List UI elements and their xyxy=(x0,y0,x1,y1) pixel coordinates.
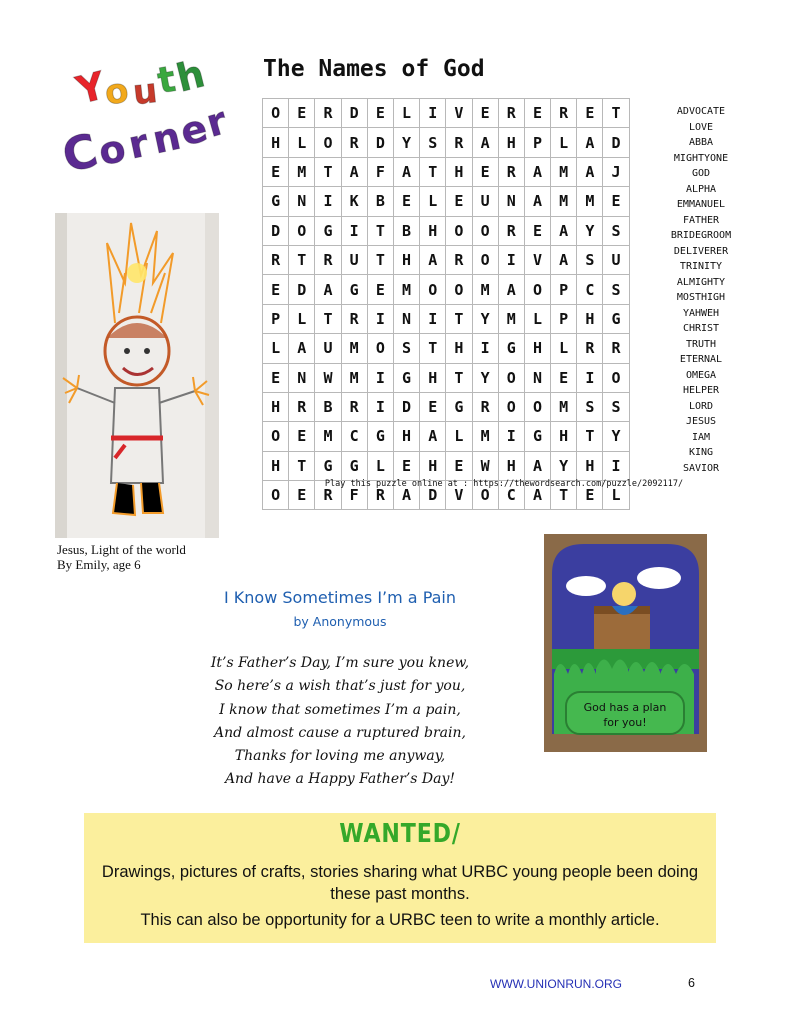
child-drawing-photo xyxy=(55,213,219,538)
grid-cell: S xyxy=(577,245,603,274)
grid-cell: Y xyxy=(393,128,419,157)
grid-cell: O xyxy=(472,245,498,274)
grid-cell: M xyxy=(289,157,315,186)
grid-cell: A xyxy=(524,187,550,216)
drawing-caption-line2: By Emily, age 6 xyxy=(57,557,141,572)
grid-cell: E xyxy=(472,157,498,186)
grid-row xyxy=(263,216,630,245)
grid-cell: A xyxy=(551,245,577,274)
grid-cell: R xyxy=(341,392,367,421)
grid-cell: Y xyxy=(577,216,603,245)
grid-cell: S xyxy=(603,216,629,245)
grid-cell: E xyxy=(263,275,289,304)
grid-cell: H xyxy=(393,245,419,274)
grid-cell: T xyxy=(289,451,315,480)
poem-line: And have a Happy Father’s Day! xyxy=(224,771,456,788)
grid-cell: A xyxy=(498,275,524,304)
grid-cell: G xyxy=(367,422,393,451)
grid-cell: L xyxy=(551,334,577,363)
grid-cell: G xyxy=(341,451,367,480)
word-list-item: HELPER xyxy=(682,385,720,396)
grid-row xyxy=(263,363,630,392)
grid-cell: T xyxy=(603,99,629,128)
grid-cell: J xyxy=(603,157,629,186)
grid-cell: T xyxy=(446,304,472,333)
grid-cell: L xyxy=(551,128,577,157)
grid-cell: R xyxy=(446,128,472,157)
grid-cell: H xyxy=(577,451,603,480)
grid-cell: T xyxy=(289,245,315,274)
grid-cell: I xyxy=(367,304,393,333)
grid-cell: N xyxy=(289,187,315,216)
grid-cell: G xyxy=(263,187,289,216)
grid-cell: I xyxy=(498,245,524,274)
grid-cell: I xyxy=(341,216,367,245)
grid-cell: A xyxy=(524,451,550,480)
grid-row xyxy=(263,334,630,363)
grid-cell: I xyxy=(367,392,393,421)
grid-row xyxy=(263,128,630,157)
grid-cell: M xyxy=(393,275,419,304)
grid-cell: E xyxy=(472,99,498,128)
grid-cell: D xyxy=(393,392,419,421)
grid-cell: A xyxy=(289,334,315,363)
grid-cell: Y xyxy=(472,363,498,392)
word-list-item: BRIDEGROOM xyxy=(670,230,732,241)
grid-cell: T xyxy=(315,157,341,186)
grid-cell: R xyxy=(289,392,315,421)
grid-cell: H xyxy=(263,392,289,421)
word-list-item: DELIVERER xyxy=(673,245,729,257)
grid-cell: U xyxy=(472,187,498,216)
grid-cell: L xyxy=(263,334,289,363)
grid-cell: W xyxy=(472,451,498,480)
grid-cell: L xyxy=(524,304,550,333)
grid-cell: Y xyxy=(603,422,629,451)
grid-cell: O xyxy=(289,216,315,245)
grid-cell: O xyxy=(446,275,472,304)
grid-cell: C xyxy=(498,481,524,510)
poem-line: And almost cause a ruptured brain, xyxy=(214,724,466,741)
logo-letter: u xyxy=(130,70,160,114)
grid-cell: A xyxy=(472,128,498,157)
grid-cell: E xyxy=(393,187,419,216)
grid-cell: U xyxy=(315,334,341,363)
grid-cell: P xyxy=(551,275,577,304)
grid-cell: H xyxy=(420,363,446,392)
logo-letter: h xyxy=(172,51,209,101)
grid-cell: O xyxy=(420,275,446,304)
grid-cell: D xyxy=(367,128,393,157)
grid-cell: M xyxy=(341,334,367,363)
grid-cell: N xyxy=(393,304,419,333)
grid-cell: H xyxy=(551,422,577,451)
grid-cell: D xyxy=(289,275,315,304)
grid-cell: O xyxy=(524,275,550,304)
grid-cell: V xyxy=(524,245,550,274)
word-list-item: ETERNAL xyxy=(679,354,723,365)
grid-cell: H xyxy=(420,451,446,480)
grid-cell: L xyxy=(420,187,446,216)
grid-cell: L xyxy=(289,304,315,333)
grid-cell: I xyxy=(472,334,498,363)
grid-cell: T xyxy=(420,334,446,363)
word-list-item: LOVE xyxy=(688,121,714,133)
grid-cell: H xyxy=(498,451,524,480)
grid-cell: A xyxy=(577,128,603,157)
logo-letter: r xyxy=(201,98,232,146)
grid-cell: I xyxy=(367,363,393,392)
grid-cell: L xyxy=(446,422,472,451)
grid-cell: E xyxy=(263,363,289,392)
grid-cell: E xyxy=(577,481,603,510)
poem-lines xyxy=(150,652,530,792)
word-list xyxy=(662,104,740,476)
wanted-line1: Drawings, pictures of crafts, stories sharing what URBC young people been doing xyxy=(101,863,699,881)
grid-cell: R xyxy=(603,334,629,363)
grid-cell: G xyxy=(315,216,341,245)
grid-cell: M xyxy=(577,187,603,216)
word-list-item: ABBA xyxy=(688,137,714,148)
grid-cell: L xyxy=(289,128,315,157)
grid-cell: O xyxy=(603,363,629,392)
word-list-item: MOSTHIGH xyxy=(676,292,726,303)
grid-row xyxy=(263,187,630,216)
grid-cell: L xyxy=(393,99,419,128)
page-number: 6 xyxy=(688,976,695,990)
grid-cell: R xyxy=(472,392,498,421)
craft-photo xyxy=(544,534,707,752)
grid-cell: H xyxy=(524,334,550,363)
word-list-item: TRINITY xyxy=(679,261,723,272)
grid-cell: A xyxy=(420,422,446,451)
grid-cell: E xyxy=(393,451,419,480)
grid-cell: S xyxy=(393,334,419,363)
grid-cell: A xyxy=(393,157,419,186)
grid-cell: D xyxy=(263,216,289,245)
grid-cell: F xyxy=(367,157,393,186)
poem-line: So here’s a wish that’s just for you, xyxy=(214,678,466,695)
grid-cell: I xyxy=(603,451,629,480)
grid-cell: M xyxy=(472,275,498,304)
grid-cell: O xyxy=(315,128,341,157)
grid-cell: H xyxy=(577,304,603,333)
grid-cell: G xyxy=(603,304,629,333)
word-list-item: ALMIGHTY xyxy=(676,276,726,288)
grid-cell: O xyxy=(263,481,289,510)
logo-letter: o xyxy=(94,125,130,175)
word-list-item: ADVOCATE xyxy=(676,106,726,117)
poem-line: Thanks for loving me anyway, xyxy=(234,748,446,765)
grid-cell: E xyxy=(263,157,289,186)
grid-cell: D xyxy=(341,99,367,128)
grid-cell: D xyxy=(420,481,446,510)
grid-cell: C xyxy=(577,275,603,304)
grid-cell: T xyxy=(315,304,341,333)
grid-cell: H xyxy=(446,157,472,186)
grid-cell: R xyxy=(341,304,367,333)
word-search-grid xyxy=(262,98,630,510)
grid-cell: E xyxy=(603,187,629,216)
grid-cell: R xyxy=(263,245,289,274)
logo-letter: e xyxy=(176,105,212,155)
grid-cell: Y xyxy=(551,451,577,480)
logo-letter: o xyxy=(102,70,132,114)
poem-author: by Anonymous xyxy=(293,614,387,629)
jesus-drawing xyxy=(55,213,219,538)
grid-cell: V xyxy=(446,99,472,128)
grid-cell: E xyxy=(446,187,472,216)
grid-cell: I xyxy=(420,99,446,128)
grid-cell: O xyxy=(263,99,289,128)
grid-cell: V xyxy=(446,481,472,510)
grid-cell: A xyxy=(524,157,550,186)
grid-row xyxy=(263,99,630,128)
grid-cell: R xyxy=(551,99,577,128)
grid-cell: H xyxy=(263,128,289,157)
grid-cell: A xyxy=(420,245,446,274)
grid-cell: M xyxy=(498,304,524,333)
grid-cell: A xyxy=(551,216,577,245)
grid-row xyxy=(263,422,630,451)
word-list-item: TRUTH xyxy=(685,338,717,350)
wanted-line3: This can also be opportunity for a URBC teen to write a monthly article. xyxy=(140,911,660,929)
grid-cell: M xyxy=(472,422,498,451)
grid-cell: E xyxy=(524,216,550,245)
grid-cell: L xyxy=(367,451,393,480)
grid-cell: S xyxy=(420,128,446,157)
grid-cell: B xyxy=(367,187,393,216)
grid-cell: P xyxy=(551,304,577,333)
grid-cell: H xyxy=(420,216,446,245)
grid-cell: E xyxy=(289,99,315,128)
grid-cell: G xyxy=(446,392,472,421)
grid-cell: R xyxy=(367,481,393,510)
grid-row xyxy=(263,304,630,333)
grid-cell: I xyxy=(577,363,603,392)
word-list-item: LORD xyxy=(688,400,714,412)
grid-cell: R xyxy=(341,128,367,157)
word-list-item: KING xyxy=(688,447,714,458)
grid-cell: H xyxy=(446,334,472,363)
grid-cell: G xyxy=(393,363,419,392)
grid-cell: T xyxy=(577,422,603,451)
grid-cell: T xyxy=(420,157,446,186)
word-list-item: ALPHA xyxy=(685,183,717,195)
grid-cell: S xyxy=(603,275,629,304)
grid-cell: G xyxy=(341,275,367,304)
word-list-item: SAVIOR xyxy=(682,462,720,474)
grid-cell: P xyxy=(263,304,289,333)
word-list-item: MIGHTYONE xyxy=(673,152,729,164)
grid-cell: M xyxy=(551,157,577,186)
grid-cell: G xyxy=(315,451,341,480)
grid-cell: E xyxy=(446,451,472,480)
grid-cell: K xyxy=(341,187,367,216)
grid-row xyxy=(263,275,630,304)
grid-cell: B xyxy=(393,216,419,245)
grid-cell: O xyxy=(524,392,550,421)
grid-row xyxy=(263,392,630,421)
poem-line: I know that sometimes I’m a pain, xyxy=(219,701,461,718)
grid-cell: A xyxy=(315,275,341,304)
logo-letter: n xyxy=(148,113,185,163)
grid-cell: F xyxy=(341,481,367,510)
grid-cell: I xyxy=(420,304,446,333)
grid-cell: H xyxy=(263,451,289,480)
wanted-box xyxy=(84,813,716,943)
puzzle-online-note: Play this puzzle online at : https://thewordsearch.com/puzzle/2092117/ xyxy=(324,479,684,489)
grid-cell: O xyxy=(472,216,498,245)
grid-cell: I xyxy=(498,422,524,451)
grid-cell: E xyxy=(577,99,603,128)
logo-letter: C xyxy=(56,122,103,184)
grid-cell: B xyxy=(315,392,341,421)
grid-cell: R xyxy=(498,157,524,186)
word-list-item: IAM xyxy=(691,431,711,443)
grid-cell: D xyxy=(603,128,629,157)
grid-cell: H xyxy=(393,422,419,451)
grid-cell: N xyxy=(524,363,550,392)
grid-row xyxy=(263,451,630,480)
craft-text-line2: for you! xyxy=(603,716,647,729)
grid-cell: L xyxy=(603,481,629,510)
grid-cell: P xyxy=(524,128,550,157)
grid-row xyxy=(263,157,630,186)
poem-line: It’s Father’s Day, I’m sure you knew, xyxy=(210,655,470,671)
grid-cell: M xyxy=(551,392,577,421)
grid-cell: E xyxy=(367,99,393,128)
grid-cell: M xyxy=(315,422,341,451)
grid-cell: R xyxy=(315,99,341,128)
logo-letter: r xyxy=(124,120,153,168)
grid-cell: G xyxy=(498,334,524,363)
word-list-item: OMEGA xyxy=(685,369,717,381)
word-list-item: JESUS xyxy=(685,416,717,427)
grid-cell: R xyxy=(315,245,341,274)
word-list-item: YAHWEH xyxy=(682,307,720,319)
word-list-item: EMMANUEL xyxy=(676,199,726,210)
grid-cell: N xyxy=(289,363,315,392)
grid-row xyxy=(263,245,630,274)
grid-cell: N xyxy=(498,187,524,216)
grid-cell: C xyxy=(341,422,367,451)
grid-cell: O xyxy=(367,334,393,363)
grid-cell: O xyxy=(498,363,524,392)
grid-cell: A xyxy=(393,481,419,510)
grid-cell: E xyxy=(524,99,550,128)
grid-cell: R xyxy=(315,481,341,510)
grid-cell: O xyxy=(472,481,498,510)
grid-cell: R xyxy=(498,99,524,128)
grid-cell: T xyxy=(367,216,393,245)
grid-cell: E xyxy=(289,422,315,451)
logo-letter: Y xyxy=(72,63,110,113)
grid-cell: G xyxy=(524,422,550,451)
word-list-item: GOD xyxy=(691,168,711,179)
grid-cell: A xyxy=(341,157,367,186)
footer-url[interactable]: WWW.UNIONRUN.ORG xyxy=(490,977,622,991)
word-list-item: FATHER xyxy=(682,214,720,226)
drawing-caption-line1: Jesus, Light of the world xyxy=(57,542,186,557)
grid-cell: H xyxy=(498,128,524,157)
grid-cell: T xyxy=(551,481,577,510)
craft-text-line1: God has a plan xyxy=(583,701,667,714)
grid-cell: O xyxy=(498,392,524,421)
grid-cell: E xyxy=(551,363,577,392)
grid-cell: A xyxy=(577,157,603,186)
grid-cell: M xyxy=(551,187,577,216)
grid-cell: E xyxy=(367,275,393,304)
poem-title: I Know Sometimes I’m a Pain xyxy=(223,588,457,607)
logo-letter: t xyxy=(154,58,179,103)
word-list-item: CHRIST xyxy=(682,323,720,334)
grid-cell: E xyxy=(420,392,446,421)
grid-cell: W xyxy=(315,363,341,392)
grid-cell: R xyxy=(446,245,472,274)
grid-cell: I xyxy=(315,187,341,216)
grid-cell: S xyxy=(603,392,629,421)
grid-cell: A xyxy=(524,481,550,510)
grid-cell: M xyxy=(341,363,367,392)
grid-cell: T xyxy=(446,363,472,392)
wanted-title: WANTED/ xyxy=(339,819,461,849)
grid-cell: Y xyxy=(472,304,498,333)
grid-cell: S xyxy=(577,392,603,421)
grid-cell: R xyxy=(577,334,603,363)
grid-cell: T xyxy=(367,245,393,274)
grid-cell: E xyxy=(289,481,315,510)
grid-cell: U xyxy=(341,245,367,274)
craft-picture xyxy=(544,534,707,752)
grid-cell: O xyxy=(446,216,472,245)
puzzle-title: The Names of God xyxy=(263,56,485,82)
grid-cell: O xyxy=(263,422,289,451)
youth-corner-logo xyxy=(55,48,245,183)
grid-cell: U xyxy=(603,245,629,274)
wanted-line2: these past months. xyxy=(330,885,470,903)
grid-cell: R xyxy=(498,216,524,245)
